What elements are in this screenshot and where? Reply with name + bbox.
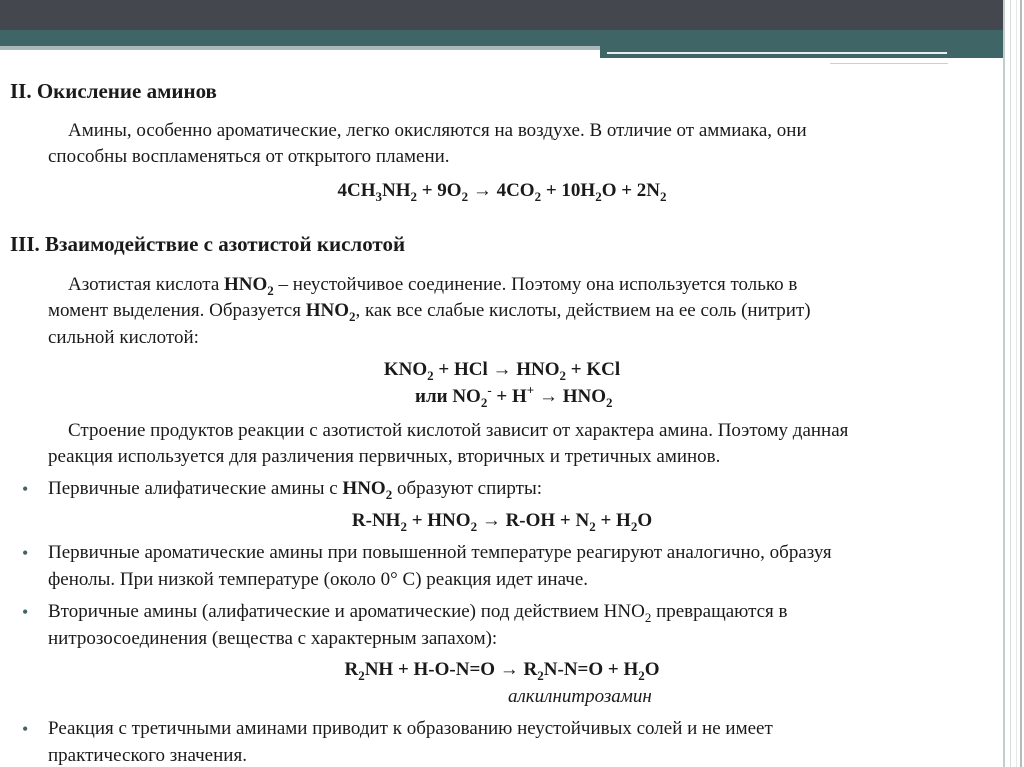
bullet-text: Первичные ароматические амины при повышенной температуре реагируют аналогично, образуя [48,542,832,563]
header-bar-teal [0,30,1004,46]
equation-amine-combustion: $4CH_3NH_2 + 9O_2 \to 4CO_2 + 10H_2O + 2N_2$ [337,180,667,204]
bullet-text: практического значения. [48,745,247,766]
paragraph-line: момент выделения. Образуется $HNO_2$, как все слабые кислоты, действием на ее соль (нитрит) [48,300,811,324]
section-heading-nitrous-acid: III. Взаимодействие с азотистой кислотой [10,232,406,256]
bullet-text: нитрозосоединения (вещества с характерным запахом): [48,628,498,649]
paragraph-line: Строение продуктов реакции с азотистой кислотой зависит от характера амина. Поэтому данная [68,420,849,441]
right-edge-line [1016,0,1017,767]
product-caption: алкилнитрозамин [508,686,652,707]
header-accent-line-2 [830,63,948,64]
equation-kno2-hcl: $KNO_2$ + HCl → $HNO_2$ + KCl [383,359,621,383]
paragraph-line: сильной кислотой: [48,327,199,348]
right-edge-line [1020,0,1022,767]
paragraph-line: способны воспламеняться от открытого пламени. [48,146,450,167]
right-edge-line [1010,0,1011,767]
right-edge-line [1003,0,1005,767]
bullet-icon: • [22,543,29,563]
header-bar-light [0,46,600,50]
bullet-text: Вторичные амины (алифатические и ароматические) под действием $HNO_2$ превращаются в [48,601,788,625]
paragraph-line: реакция используется для различения первичных, вторичных и третичных аминов. [48,446,721,467]
header-bar-dark [0,0,1004,30]
bullet-icon: • [22,479,29,499]
paragraph-line: Амины, особенно ароматические, легко окисляются на воздухе. В отличие от аммиака, они [68,120,807,141]
bullet-icon: • [22,719,29,739]
paragraph-line: Азотистая кислота $HNO_2$ – неустойчивое соединение. Поэтому она используется только в [68,274,798,298]
bullet-text: Первичные алифатические амины с $HNO_2$ образуют спирты: [48,478,543,502]
equation-secondary-amine: $R_2NH + H-O-N=O \to R_2N-N=O + H_2O$ [344,659,660,683]
equation-primary-aliphatic: $R-NH_2 + HNO_2 \to R-OH + N_2 + H_2O$ [351,510,653,534]
section-heading-oxidation: II. Окисление аминов [10,79,217,103]
bullet-icon: • [22,602,29,622]
bullet-text: фенолы. При низкой температуре (около 0° С) реакция идет иначе. [48,569,589,590]
header-accent-line [607,52,947,54]
bullet-text: Реакция с третичными аминами приводит к образованию неустойчивых солей и не имеет [48,718,773,739]
equation-ionic: или $NO_2^- + H^+ \to HNO_2$ [415,382,613,410]
